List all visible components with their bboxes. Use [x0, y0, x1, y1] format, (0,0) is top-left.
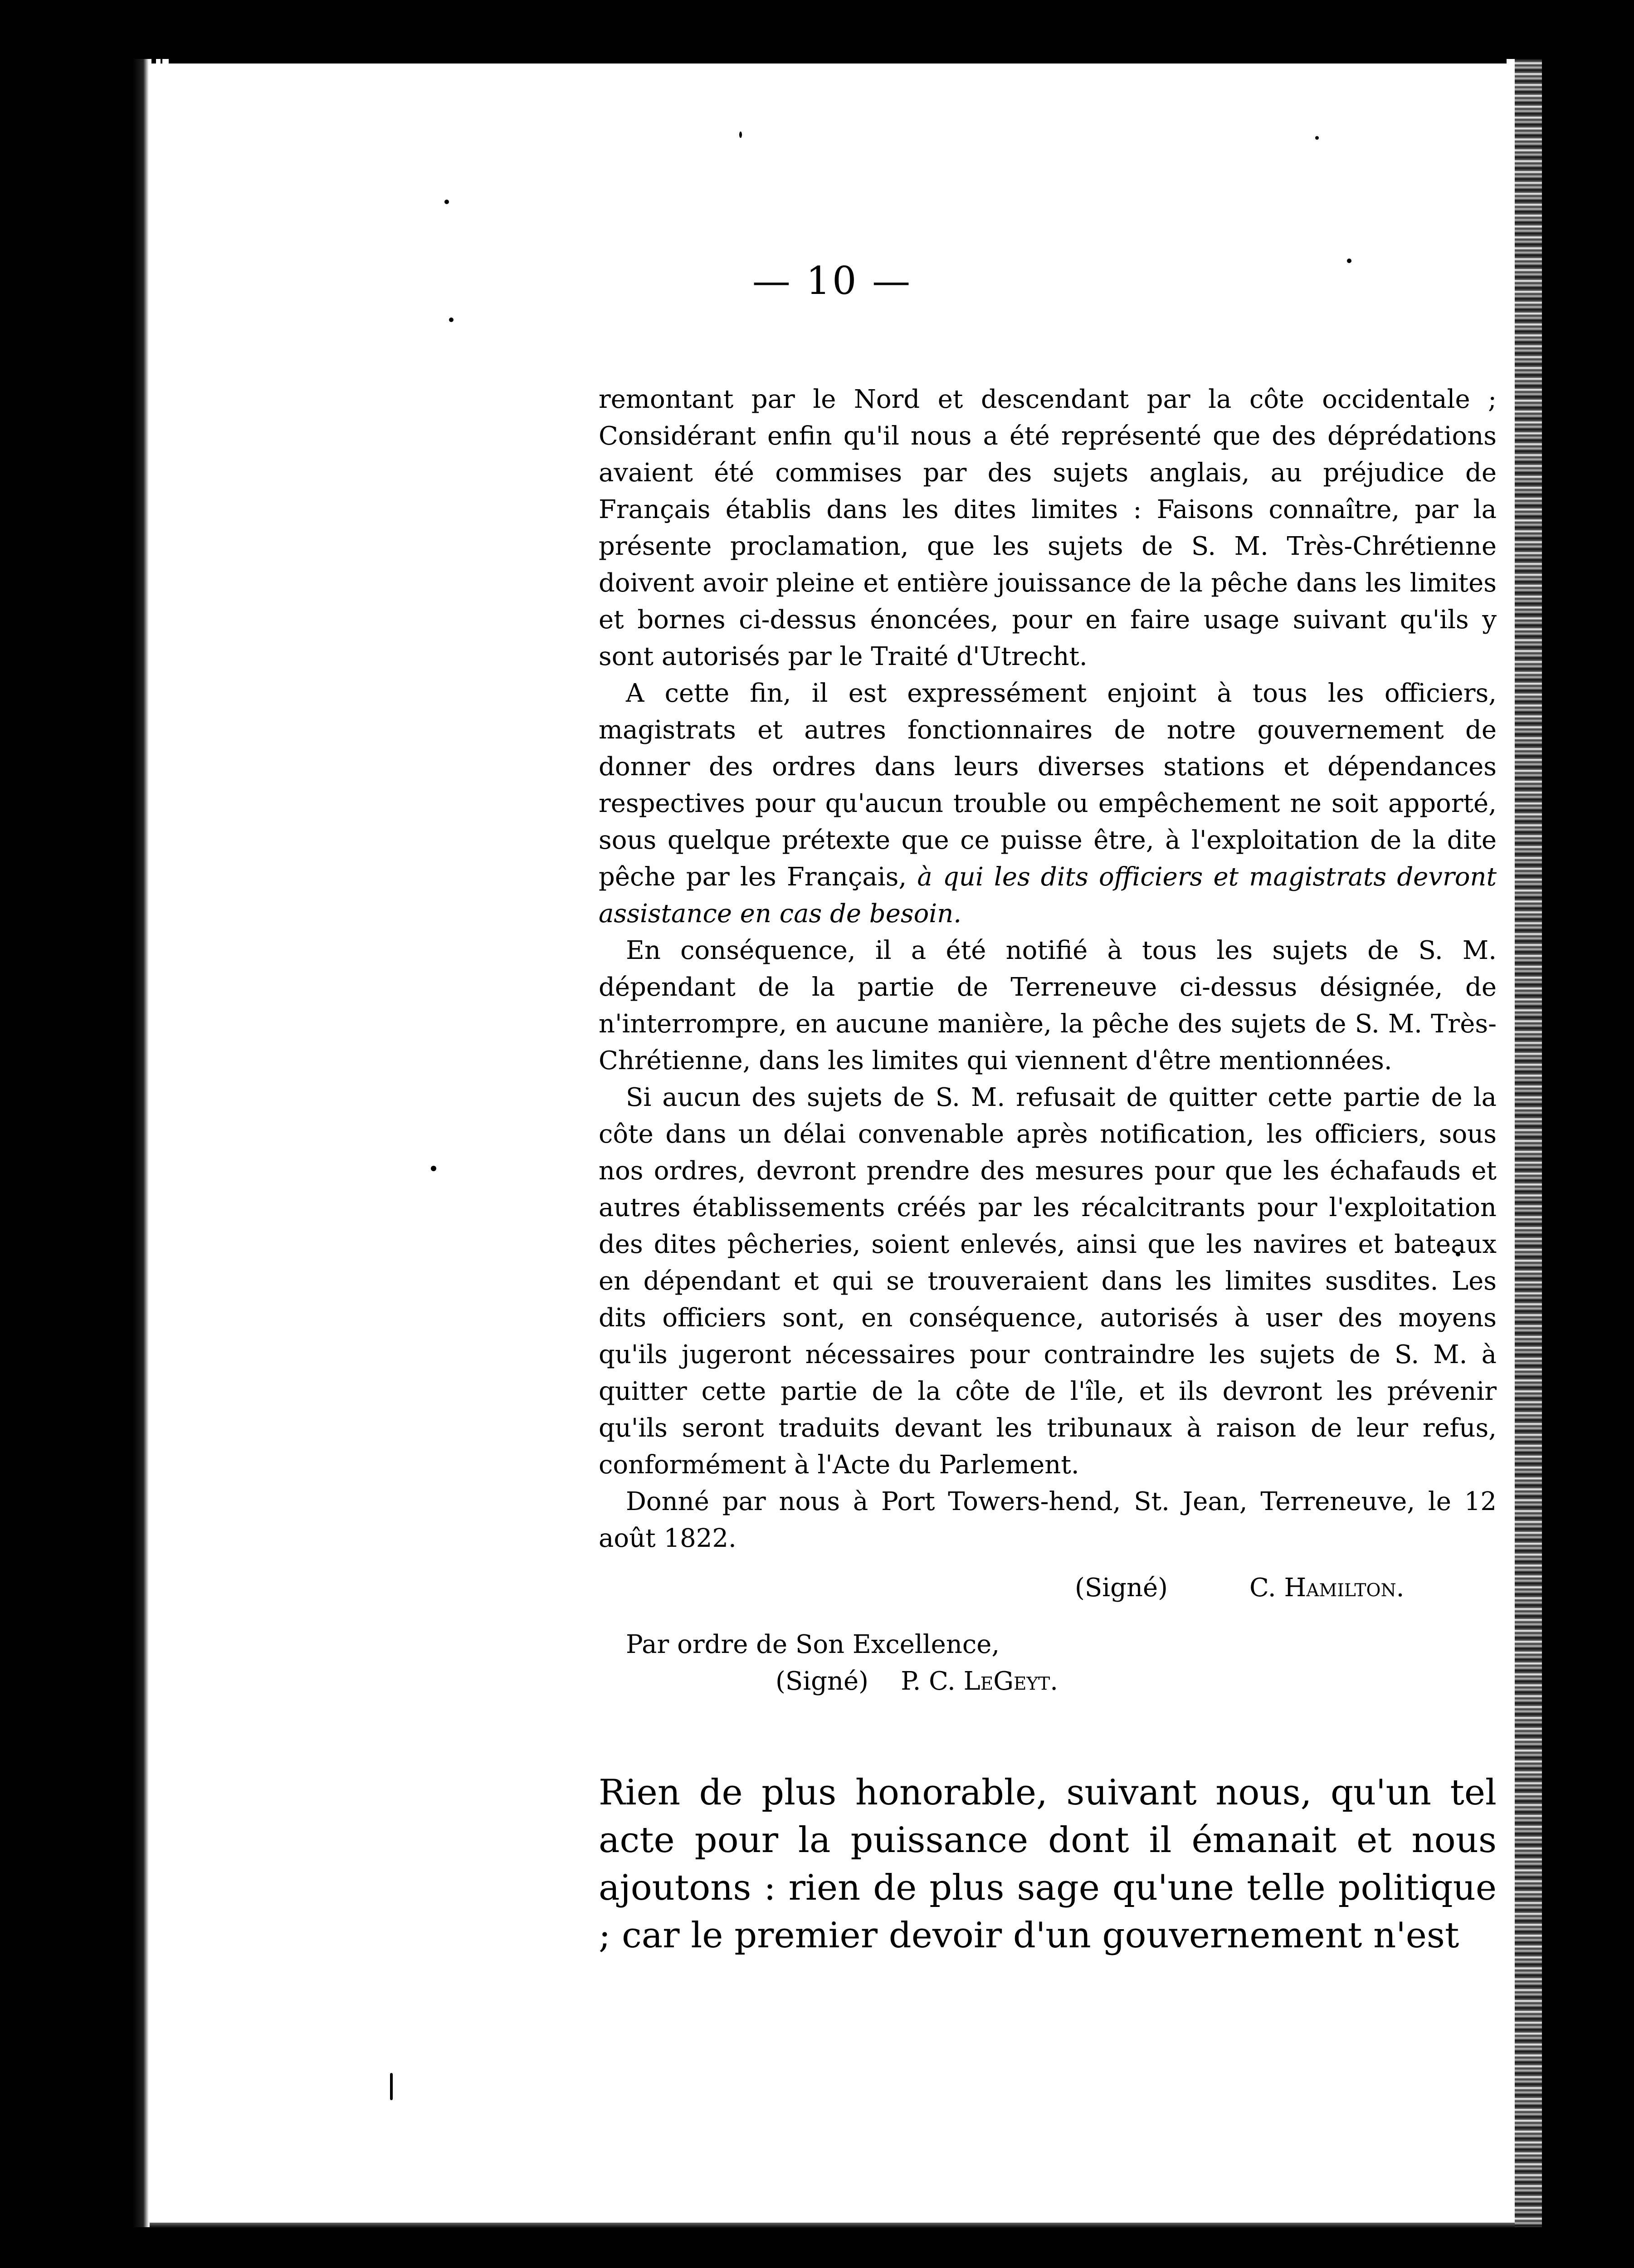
- signature-legeyt: [599, 1663, 1497, 1700]
- signer-name: P. C. LeGeyt.: [901, 1667, 1058, 1696]
- page-number: — 10 —: [752, 259, 912, 303]
- page-right-scan-edge: [1515, 59, 1542, 2227]
- order-line: Par ordre de Son Excellence,: [626, 1630, 1000, 1659]
- signed-label: (Signé): [1075, 1573, 1168, 1603]
- paragraph-1: remontant par le Nord et descendant par la côte occidentale ; Considérant enfin qu'il nous a été représenté que des déprédations avaient été commises par des sujets anglais, au préjudice de Français établis dans les dites limites : Faisons connaître, par la présente proclamation, que les sujets de S. M. Très-Chrétienne doivent avoir pleine et entière jouissance de la pêche dans les limites et bornes ci-dessus énoncées, pour en faire usage suivant qu'ils y sont autorisés par le Traité d'Utrecht.: [599, 385, 1497, 671]
- paragraph-2-text: A cette fin, il est expressément enjoint à tous les officiers, magistrats et autres fonctionnaires de notre gouvernement de donner des ordres dans leurs diverses stations et dépendances respectives pour qu'aucun trouble ou empêchement ne soit apporté, sous quelque prétexte que ce puisse être, à l'exploitation de la dite pêche par les Français,: [599, 679, 1497, 892]
- scanned-page: [150, 64, 1515, 2223]
- proclamation-body: [599, 381, 1497, 1700]
- paragraph-3: En conséquence, il a été notifié à tous les sujets de S. M. dépendant de la partie de Terreneuve ci-dessus désignée, de n'interrompre, en aucune manière, la pêche des sujets de S. M. Très-Chrétienne, dans les limites qui viennent d'être mentionnées.: [599, 936, 1497, 1075]
- signer-name: C. Hamilton.: [1249, 1573, 1405, 1603]
- paragraph-4: Si aucun des sujets de S. M. refusait de quitter cette partie de la côte dans un délai convenable après notification, les officiers, sous nos ordres, devront prendre des mesures pour que les échafauds et autres établissements créés par les récalcitrants pour l'exploitation des dites pêcheries, soient enlevés, ainsi que les navires et bateaux en dépendant et qui se trouveraient dans les limites susdites. Les dits officiers sont, en conséquence, autorisés à user des moyens qu'ils jugeront nécessaires pour contraindre les sujets de S. M. à quitter cette partie de la côte de l'île, et ils devront les prévenir qu'ils seront traduits devant les tribunaux à raison de leur refus, conformément à l'Acte du Parlement.: [599, 1083, 1497, 1480]
- signature-hamilton: [599, 1569, 1497, 1606]
- closing-paragraph: Rien de plus honorable, suivant nous, qu'un tel acte pour la puissance dont il émanait et nous ajoutons : rien de plus sage qu'une telle politique ; car le premier devoir d'un gouvernement n'est: [599, 1772, 1497, 1956]
- signed-label: (Signé): [776, 1667, 869, 1696]
- paragraph-5: Donné par nous à Port Towers-hend, St. Jean, Terreneuve, le 12 août 1822.: [599, 1487, 1497, 1553]
- paragraph-2-italic: à qui les dits officiers et magistrats devront assistance en cas de besoin.: [599, 862, 1497, 929]
- paragraph-2: [599, 675, 1497, 932]
